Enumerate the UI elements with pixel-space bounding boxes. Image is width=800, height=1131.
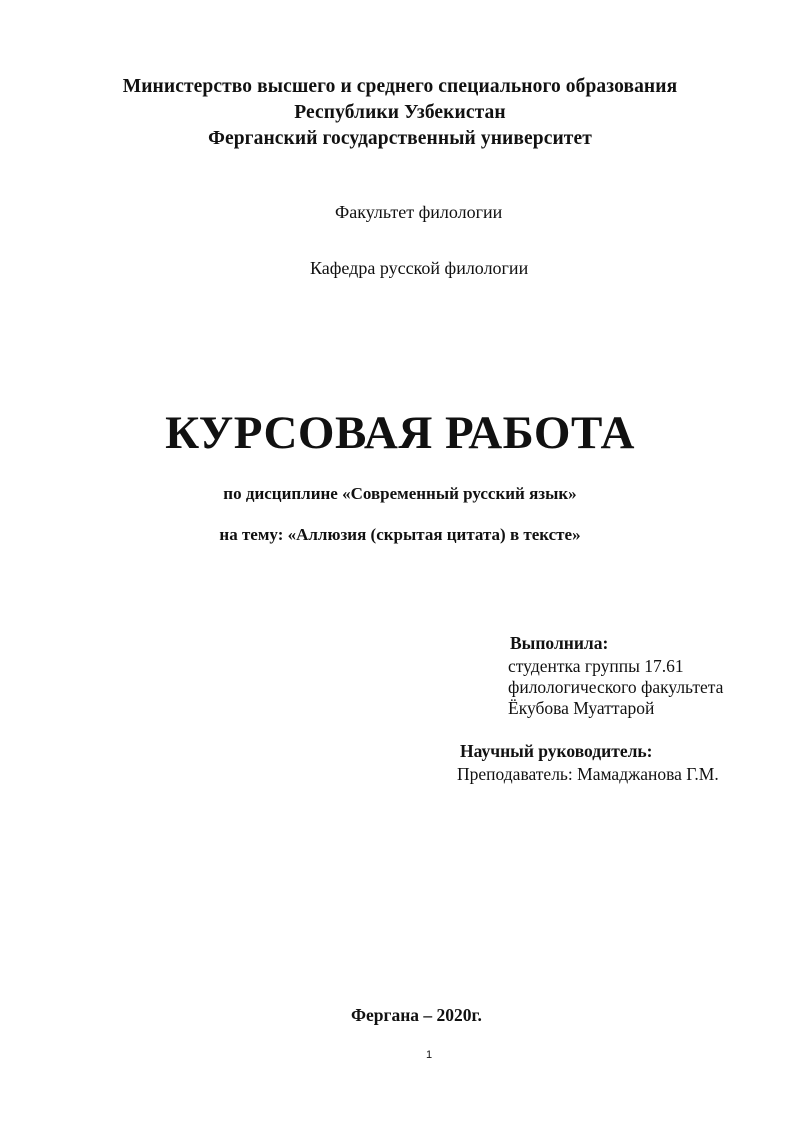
city-year: Фергана – 2020г. (351, 1005, 482, 1025)
performer-faculty: филологического факультета (508, 677, 724, 697)
discipline-line: по дисциплине «Современный русский язык» (223, 484, 577, 503)
supervisor-label: Научный руководитель: (460, 741, 653, 761)
ministry-line-2: Республики Узбекистан (294, 102, 506, 123)
department-name: Кафедра русской филологии (310, 258, 529, 278)
topic-line: на тему: «Аллюзия (скрытая цитата) в тексте» (219, 525, 581, 544)
performer-label: Выполнила: (510, 633, 609, 653)
document-title: КУРСОВАЯ РАБОТА (165, 407, 635, 459)
page-number: 1 (426, 1049, 433, 1061)
university-name: Ферганский государственный университет (208, 128, 592, 149)
performer-name: Ёкубова Муаттарой (508, 698, 655, 718)
faculty-name: Факультет филологии (335, 202, 503, 222)
ministry-line-1: Министерство высшего и среднего специального образования (122, 76, 678, 97)
supervisor-name: Преподаватель: Мамаджанова Г.М. (457, 764, 719, 784)
performer-group: студентка группы 17.61 (508, 656, 684, 676)
